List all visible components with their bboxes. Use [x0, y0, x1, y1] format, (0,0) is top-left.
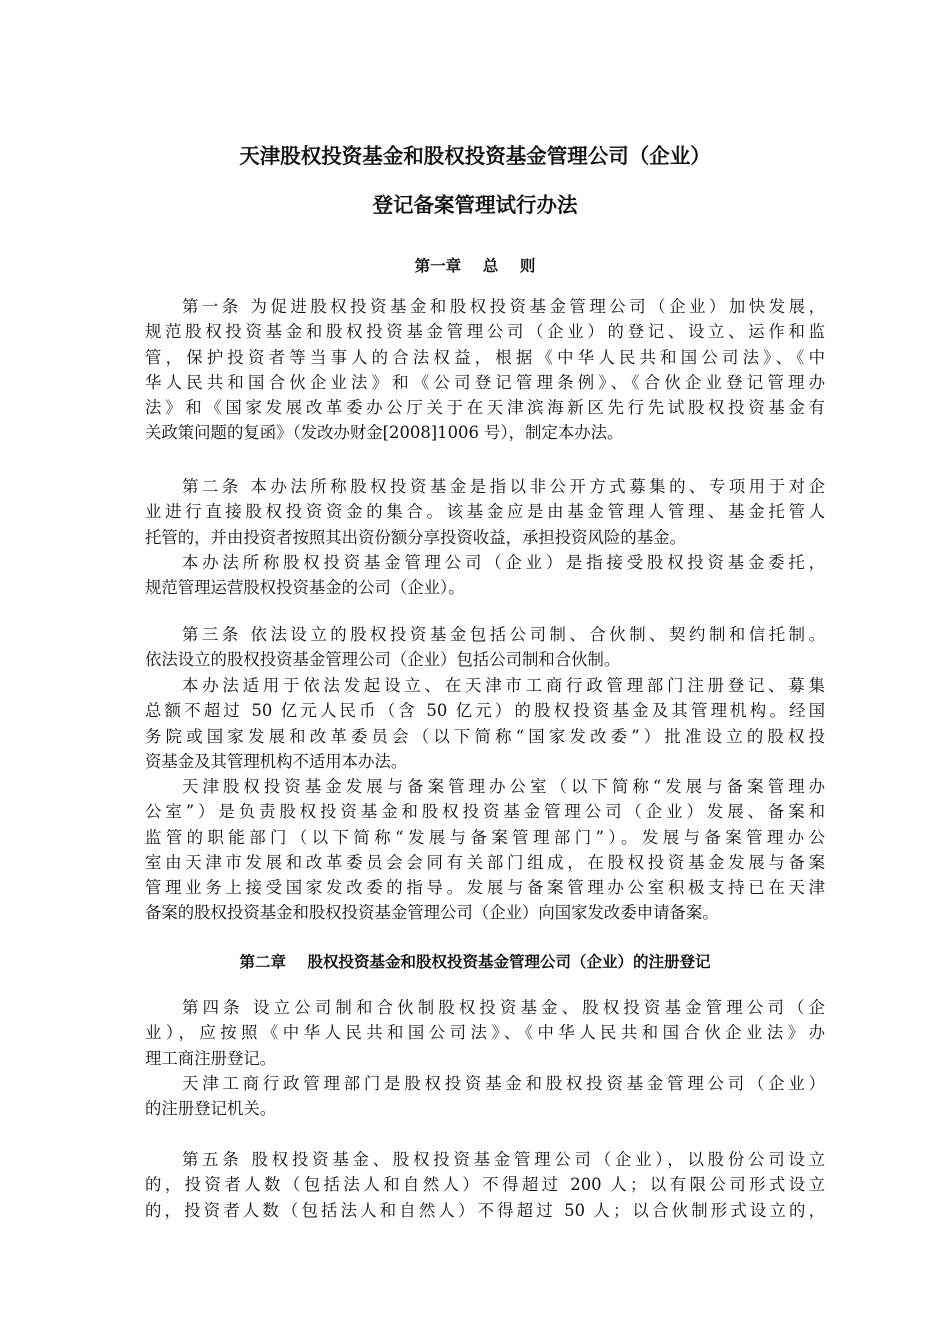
- text-line: 监管的职能部门（以下简称“发展与备案管理部门”）。发展与备案管理办公: [145, 827, 825, 847]
- text-line: 关政策问题的复函》（发改办财金[2008]1006 号），制定本办法。: [145, 423, 624, 443]
- text-line: 第三条 依法设立的股权投资基金包括公司制、合伙制、契约制和信托制。: [182, 625, 825, 644]
- text-line: 规范管理运营股权投资基金的公司（企业）。: [145, 578, 465, 598]
- text-line: 本办法所称股权投资基金管理公司（企业）是指接受股权投资基金委托，: [182, 553, 825, 572]
- text-line: 总额不超过 50 亿元人民币（含 50 亿元）的股权投资基金及其管理机构。经国: [145, 701, 825, 721]
- article-3-paragraph-2: [145, 673, 825, 774]
- text-line: 备案的股权投资基金和股权投资基金管理公司（企业）向国家发改委申请备案。: [145, 903, 719, 923]
- text-line: 天津工商行政管理部门是股权投资基金和股权投资基金管理公司（企业）: [182, 1074, 825, 1093]
- text-line: 室由天津市发展和改革委员会会同有关部门组成，在股权投资基金发展与备案: [145, 852, 825, 872]
- article-3-paragraph: [145, 622, 825, 673]
- text-line: 规范股权投资基金和股权投资基金管理公司（企业）的登记、设立、运作和监: [145, 322, 825, 342]
- article-4-paragraph: [145, 995, 825, 1071]
- article-2-paragraph-2: [145, 550, 825, 601]
- document-title-line2: 登记备案管理试行办法: [372, 193, 578, 217]
- document-title-line1: 天津股权投资基金和股权投资基金管理公司（企业）: [239, 144, 711, 168]
- text-line: 务院或国家发展和改革委员会（以下简称“国家发改委”）批准设立的股权投: [145, 726, 825, 746]
- text-line: 第五条 股权投资基金、股权投资基金管理公司（企业），以股份公司设立: [182, 1150, 825, 1169]
- text-line: 华人民共和国合伙企业法》和《公司登记管理条例》、《合伙企业登记管理办: [145, 372, 825, 392]
- text-line: 第四条 设立公司制和合伙制股权投资基金、股权投资基金管理公司（企: [182, 998, 825, 1017]
- article-3-paragraph-3: [145, 774, 825, 926]
- chapter-2-heading: 第二章 股权投资基金和股权投资基金管理公司（企业）的注册登记: [239, 953, 711, 971]
- text-line: 第一条 为促进股权投资基金和股权投资基金管理公司（企业）加快发展，: [182, 297, 825, 316]
- text-line: 天津股权投资基金发展与备案管理办公室（以下简称“发展与备案管理办: [182, 777, 825, 796]
- article-1-paragraph: [145, 294, 825, 446]
- text-line: 法》和《国家发展改革委办公厅关于在天津滨海新区先行先试股权投资基金有: [145, 398, 825, 418]
- text-line: 的，投资者人数（包括法人和自然人）不得超过 200 人；以有限公司形式设立: [145, 1175, 825, 1195]
- text-line: 业），应按照《中华人民共和国公司法》、《中华人民共和国合伙企业法》办: [145, 1023, 825, 1043]
- text-line: 的注册登记机关。: [145, 1099, 277, 1119]
- text-line: 管理业务上接受国家发改委的指导。发展与备案管理办公室积极支持已在天津: [145, 878, 825, 898]
- text-line: 理工商注册登记。: [145, 1048, 277, 1068]
- chapter-1-heading: 第一章 总 则: [414, 257, 536, 275]
- text-line: 第二条 本办法所称股权投资基金是指以非公开方式募集的、专项用于对企: [182, 477, 825, 496]
- text-line: 依法设立的股权投资基金管理公司（企业）包括公司制和合伙制。: [145, 650, 621, 670]
- text-line: 资基金及其管理机构不适用本办法。: [145, 751, 408, 771]
- text-line: 本办法适用于依法发起设立、在天津市工商行政管理部门注册登记、募集: [182, 676, 825, 695]
- text-line: 管，保护投资者等当事人的合法权益，根据《中华人民共和国公司法》、《中: [145, 347, 825, 367]
- text-line: 托管的，并由投资者按照其出资份额分享投资收益，承担投资风险的基金。: [145, 527, 686, 547]
- article-2-paragraph: [145, 474, 825, 550]
- text-line: 公室”）是负责股权投资基金和股权投资基金管理公司（企业）发展、备案和: [145, 802, 825, 822]
- text-line: 业进行直接股权投资资金的集合。该基金应是由基金管理人管理、基金托管人: [145, 502, 825, 522]
- text-line: 的，投资者人数（包括法人和自然人）不得超过 50 人；以合伙制形式设立的，: [145, 1200, 825, 1220]
- article-5-paragraph: [145, 1147, 825, 1223]
- article-4-paragraph-2: [145, 1071, 825, 1122]
